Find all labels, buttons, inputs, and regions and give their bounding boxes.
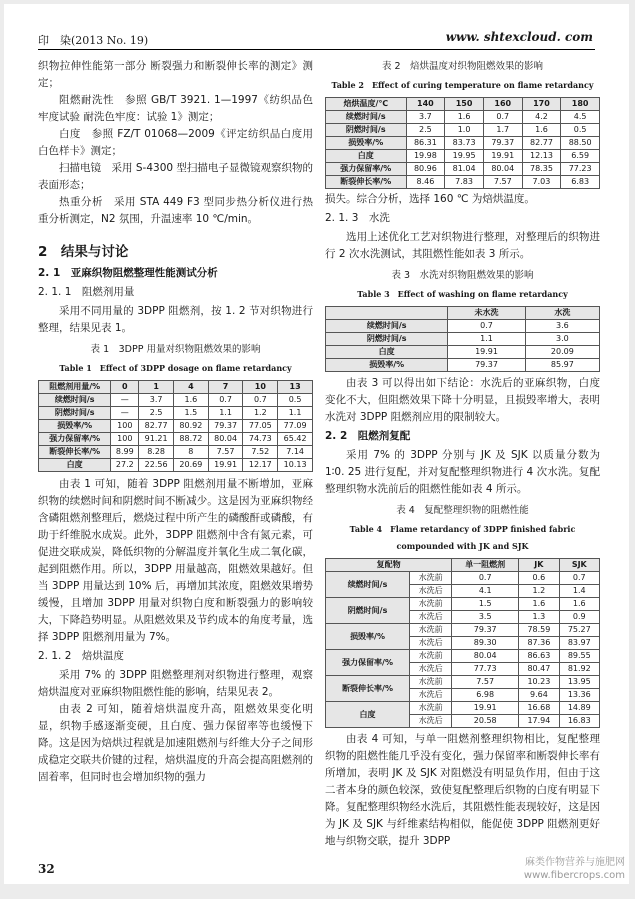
table-row	[326, 111, 600, 124]
table-cell: 100	[111, 420, 139, 433]
table-row	[326, 163, 600, 176]
table-cell: 7.52	[243, 446, 278, 459]
table-3	[325, 306, 600, 372]
section-heading: 2 结果与讨论	[38, 244, 129, 260]
table-cell: 3.7	[139, 394, 174, 407]
table-cell: 1.4	[559, 585, 599, 598]
table-subrow-header: 水洗后	[410, 585, 452, 598]
table-cell: 8.46	[406, 176, 445, 189]
table-row-header: 白度	[326, 150, 407, 163]
table-cell: 2.5	[406, 124, 445, 137]
table-subrow-header: 水洗前	[410, 572, 452, 585]
table-subrow-header: 水洗后	[410, 637, 452, 650]
table-cell: 0.7	[448, 320, 525, 333]
table-cell: 88.72	[173, 433, 208, 446]
table-cell: 19.95	[445, 150, 484, 163]
table-cell: 10.13	[278, 459, 313, 472]
subsection-heading: 2. 1 亚麻织物阻燃整理性能测试分析	[38, 267, 218, 279]
table-cell: 89.55	[559, 650, 599, 663]
table-cell: 16.83	[559, 715, 599, 728]
table-row-header: 损毁率/%	[326, 359, 448, 372]
table-row	[326, 572, 600, 585]
table-cell: 86.31	[406, 137, 445, 150]
table-cell: 6.98	[452, 689, 519, 702]
table-cell: 78.35	[522, 163, 561, 176]
table-cell: 8.28	[139, 446, 174, 459]
table-cell: 89.30	[452, 637, 519, 650]
journal-page	[4, 4, 629, 884]
table-cell: 0.5	[278, 394, 313, 407]
table-cell: 0.7	[208, 394, 243, 407]
table-cell: 7.03	[522, 176, 561, 189]
table-row	[326, 702, 600, 715]
table-row-header: 白度	[326, 346, 448, 359]
table-cell: 1.6	[445, 111, 484, 124]
table-header-cell: JK	[519, 559, 559, 572]
table-row-header: 强力保留率/%	[326, 163, 407, 176]
table-cell: 0.9	[559, 611, 599, 624]
table-cell: 77.73	[452, 663, 519, 676]
table-cell: 100	[111, 433, 139, 446]
paragraph: 采用不同用量的 3DPP 阻燃剂，按 1. 2 节对织物进行整理，结果见表 1。	[38, 305, 313, 334]
table-cell: 79.37	[448, 359, 525, 372]
table-cell: 8.99	[111, 446, 139, 459]
table-cell: 1.7	[483, 124, 522, 137]
table-header-cell: 7	[208, 381, 243, 394]
table-row-header: 强力保留率/%	[39, 433, 111, 446]
table-cell: 17.94	[519, 715, 559, 728]
table-row-header: 断裂伸长率/%	[326, 176, 407, 189]
table-cell: 7.57	[483, 176, 522, 189]
table-cell: —	[111, 394, 139, 407]
watermark-line: www.fibercrops.com	[523, 870, 625, 881]
paragraph: 由表 4 可知，与单一阻燃剂整理织物相比，复配整理织物的阻燃性能几乎没有变化，强力保留率和断裂伸长率有所增加，表明 JK 及 SJK 对阻燃没有明显负作用，但由于这二者本身的颜色较深，致使复配整理后织物的白度有明显下降。复配整理织物经水洗后，其阻燃性能表现较好，这是因为 JK 及 SJK 与纤维素结构相似，能促使 3DPP 阻燃剂更好地与织物交联，提升 3DPP	[325, 733, 600, 847]
table-cell: 82.77	[139, 420, 174, 433]
paragraph: 选用上述优化工艺对织物进行整理，对整理后的织物进行 2 次水洗测试，其阻燃性能如表 3 所示。	[325, 231, 600, 260]
table-header-cell: 4	[173, 381, 208, 394]
table-caption-cn: 表 3 水洗对织物阻燃效果的影响	[391, 270, 534, 281]
table-cell: 82.77	[522, 137, 561, 150]
table-cell: 20.09	[525, 346, 599, 359]
table-cell: 1.0	[445, 124, 484, 137]
table-cell: 7.14	[278, 446, 313, 459]
table-row-header: 续燃时间/s	[326, 572, 410, 598]
table-row	[39, 459, 313, 472]
table-row-header: 损毁率/%	[326, 137, 407, 150]
table-cell: 83.73	[445, 137, 484, 150]
table-header-cell: 复配物	[326, 559, 452, 572]
table-1	[38, 380, 313, 472]
table-row	[326, 333, 600, 346]
table-cell: 13.36	[559, 689, 599, 702]
table-row-header: 损毁率/%	[39, 420, 111, 433]
table-cell: 20.69	[173, 459, 208, 472]
table-header-cell: 单一阻燃剂	[452, 559, 519, 572]
table-cell: 1.5	[173, 407, 208, 420]
table-row	[326, 650, 600, 663]
table-cell: 81.04	[445, 163, 484, 176]
table-cell: 12.13	[522, 150, 561, 163]
table-cell: 80.96	[406, 163, 445, 176]
table-row-header: 续燃时间/s	[326, 320, 448, 333]
table-cell: 7.57	[208, 446, 243, 459]
paragraph: 扫描电镜 采用 S-4300 型扫描电子显微镜观察织物的表面形态；	[38, 162, 313, 191]
table-subrow-header: 水洗前	[410, 676, 452, 689]
table-row	[326, 624, 600, 637]
table-cell: 14.89	[559, 702, 599, 715]
table-subrow-header: 水洗后	[410, 715, 452, 728]
table-cell: 83.97	[559, 637, 599, 650]
table-cell: 88.50	[561, 137, 600, 150]
table-caption-cn: 表 4 复配整理织物的阻燃性能	[396, 505, 529, 516]
table-cell: 19.91	[448, 346, 525, 359]
table-row	[39, 407, 313, 420]
table-cell: 1.6	[559, 598, 599, 611]
table-row-header: 断裂伸长率/%	[39, 446, 111, 459]
table-caption-en: Table 3 Effect of washing on flame retardancy	[357, 289, 568, 299]
table-cell: 8	[173, 446, 208, 459]
table-cell: 85.97	[525, 359, 599, 372]
table-cell: 1.6	[519, 598, 559, 611]
watermark	[524, 856, 625, 882]
table-cell: 9.64	[519, 689, 559, 702]
table-row-header: 阴燃时间/s	[326, 333, 448, 346]
table-cell: —	[111, 407, 139, 420]
table-subrow-header: 水洗后	[410, 611, 452, 624]
table-row	[39, 446, 313, 459]
table-caption-en: Table 2 Effect of curing temperature on flame retardancy	[331, 80, 594, 90]
subsubsection-heading: 2. 1. 2 焙烘温度	[38, 650, 124, 662]
table-cell: 91.21	[139, 433, 174, 446]
table-cell: 19.98	[406, 150, 445, 163]
table-cell: 0.7	[452, 572, 519, 585]
table-cell: 1.6	[173, 394, 208, 407]
table-2	[325, 97, 600, 189]
table-subrow-header: 水洗前	[410, 598, 452, 611]
table-cell: 7.83	[445, 176, 484, 189]
table-header-cell: SJK	[559, 559, 599, 572]
paragraph: 阻燃耐洗性 参照 GB/T 3921. 1—1997《纺织品色牢度试验 耐洗色牢度：试验 1》测定；	[38, 94, 313, 123]
right-column	[325, 58, 600, 850]
table-cell: 3.0	[525, 333, 599, 346]
table-cell: 87.36	[519, 637, 559, 650]
table-cell: 1.1	[208, 407, 243, 420]
table-row	[326, 320, 600, 333]
table-cell: 77.09	[278, 420, 313, 433]
table-cell: 6.59	[561, 150, 600, 163]
table-cell: 3.6	[525, 320, 599, 333]
table-row-header: 阴燃时间/s	[326, 598, 410, 624]
left-column	[38, 58, 313, 786]
table-cell: 81.92	[559, 663, 599, 676]
table-header-cell: 150	[445, 98, 484, 111]
table-header-row	[326, 307, 600, 320]
table-row	[326, 176, 600, 189]
table-cell: 22.56	[139, 459, 174, 472]
table-row	[39, 420, 313, 433]
table-row-header: 白度	[326, 702, 410, 728]
paragraph: 由表 2 可知，随着焙烘温度升高，阻燃效果变化明显，织物手感逐渐变硬，且白度、强力保留率等也缓慢下降。这是因为焙烘过程就是加速阻燃剂与纤维大分子之间形成稳定交联共价键的过程，焙烘温度的升高会提高阻燃剂的固着率，但同时也会增加织物的强力	[38, 703, 313, 783]
table-cell: 0.6	[519, 572, 559, 585]
table-header-row	[39, 381, 313, 394]
table-subrow-header: 水洗前	[410, 702, 452, 715]
table-row-header: 断裂伸长率/%	[326, 676, 410, 702]
paragraph: 采用 7% 的 3DPP 阻燃整理剂对织物进行整理，观察焙烘温度对亚麻织物阻燃性能的影响，结果见表 2。	[38, 669, 313, 698]
table-cell: 80.04	[483, 163, 522, 176]
table-cell: 12.17	[243, 459, 278, 472]
table-row-header: 阴燃时间/s	[326, 124, 407, 137]
table-cell: 4.2	[522, 111, 561, 124]
table-row	[326, 124, 600, 137]
table-cell: 19.91	[208, 459, 243, 472]
table-row	[326, 346, 600, 359]
table-header-cell: 13	[278, 381, 313, 394]
table-header-cell: 170	[522, 98, 561, 111]
table-row-header: 强力保留率/%	[326, 650, 410, 676]
table-cell: 6.83	[561, 176, 600, 189]
table-caption-cn: 表 1 3DPP 用量对织物阻燃效果的影响	[90, 344, 261, 355]
table-cell: 20.58	[452, 715, 519, 728]
table-subrow-header: 水洗前	[410, 650, 452, 663]
table-caption-cn: 表 2 焙烘温度对织物阻燃效果的影响	[381, 61, 544, 72]
table-row	[39, 394, 313, 407]
table-cell: 1.6	[522, 124, 561, 137]
table-row-header: 续燃时间/s	[326, 111, 407, 124]
table-header-row	[326, 98, 600, 111]
table-row-header: 损毁率/%	[326, 624, 410, 650]
table-row-header: 白度	[39, 459, 111, 472]
table-row-header: 续燃时间/s	[39, 394, 111, 407]
paragraph: 损失。综合分析，选择 160 ℃ 为焙烘温度。	[325, 193, 535, 205]
subsection-heading: 2. 2 阻燃剂复配	[325, 430, 411, 442]
table-cell: 1.2	[243, 407, 278, 420]
table-cell: 10.23	[519, 676, 559, 689]
table-cell: 3.7	[406, 111, 445, 124]
table-cell: 19.91	[483, 150, 522, 163]
subsubsection-heading: 2. 1. 3 水洗	[325, 212, 390, 224]
table-header-cell: 10	[243, 381, 278, 394]
table-cell: 1.1	[448, 333, 525, 346]
subsubsection-heading: 2. 1. 1 阻燃剂用量	[38, 286, 135, 298]
paragraph: 热重分析 采用 STA 449 F3 型同步热分析仪进行热重分析测定，N2 氛围，升温速率 10 ℃/min。	[38, 196, 313, 225]
table-cell: 3.5	[452, 611, 519, 624]
table-row	[326, 598, 600, 611]
paragraph: 白度 参照 FZ/T 01068—2009《评定纺织品白度用白色样卡》测定；	[38, 128, 313, 157]
table-header-cell: 水洗	[525, 307, 599, 320]
table-cell: 0.7	[243, 394, 278, 407]
table-header-cell: 阻燃剂用量/%	[39, 381, 111, 394]
table-row	[39, 433, 313, 446]
header-rule	[38, 49, 595, 50]
table-cell: 1.3	[519, 611, 559, 624]
table-cell: 27.2	[111, 459, 139, 472]
table-cell: 80.92	[173, 420, 208, 433]
table-cell: 0.5	[561, 124, 600, 137]
table-cell: 77.05	[243, 420, 278, 433]
watermark-line: 麻类作物营养与施肥网	[525, 857, 625, 868]
table-cell: 79.37	[483, 137, 522, 150]
table-cell: 80.04	[452, 650, 519, 663]
table-cell: 13.95	[559, 676, 599, 689]
table-subrow-header: 水洗后	[410, 689, 452, 702]
table-header-cell: 未水洗	[448, 307, 525, 320]
table-cell: 75.27	[559, 624, 599, 637]
table-cell: 4.1	[452, 585, 519, 598]
table-cell: 77.23	[561, 163, 600, 176]
table-header-row	[326, 559, 600, 572]
table-row-header: 阴燃时间/s	[39, 407, 111, 420]
table-cell: 79.37	[452, 624, 519, 637]
paragraph: 织物拉伸性能第一部分 断裂强力和断裂伸长率的测定》测定；	[38, 60, 313, 89]
table-subrow-header: 水洗后	[410, 663, 452, 676]
table-caption-en: Table 4 Flame retardancy of 3DPP finished fabric compounded with JK and SJK	[349, 524, 576, 551]
table-header-cell: 1	[139, 381, 174, 394]
table-header-cell: 180	[561, 98, 600, 111]
table-cell: 19.91	[452, 702, 519, 715]
table-cell: 0.7	[483, 111, 522, 124]
table-cell: 80.47	[519, 663, 559, 676]
table-cell: 1.5	[452, 598, 519, 611]
paragraph: 采用 7% 的 3DPP 分别与 JK 及 SJK 以质量分数为 1∶0. 25 进行复配，并对复配整理织物进行 4 次水洗。复配整理织物水洗前后的阻燃性能如表 4 所示。	[325, 449, 600, 495]
table-cell: 74.73	[243, 433, 278, 446]
table-row	[326, 676, 600, 689]
table-row	[326, 150, 600, 163]
table-row	[326, 359, 600, 372]
table-cell: 0.7	[559, 572, 599, 585]
table-cell: 86.63	[519, 650, 559, 663]
table-cell: 65.42	[278, 433, 313, 446]
paragraph: 由表 3 可以得出如下结论：水洗后的亚麻织物，白度变化不大，但阻燃效果下降十分明显，且损毁率增大，表明水洗对 3DPP 阻燃剂应用的限制较大。	[325, 377, 600, 423]
table-header-cell: 160	[483, 98, 522, 111]
table-caption-en: Table 1 Effect of 3DPP dosage on flame retardancy	[59, 363, 292, 373]
journal-website[interactable]: www. shtexcloud. com	[445, 30, 593, 44]
table-cell: 1.2	[519, 585, 559, 598]
table-cell: 80.04	[208, 433, 243, 446]
table-cell: 1.1	[278, 407, 313, 420]
table-header-cell: 140	[406, 98, 445, 111]
journal-header: 印 染(2013 No. 19)	[38, 34, 149, 47]
table-header-cell: 焙烘温度/℃	[326, 98, 407, 111]
table-4	[325, 558, 600, 728]
table-header-cell: 0	[111, 381, 139, 394]
table-cell: 78.59	[519, 624, 559, 637]
table-cell: 16.68	[519, 702, 559, 715]
table-cell: 7.57	[452, 676, 519, 689]
table-subrow-header: 水洗前	[410, 624, 452, 637]
paragraph: 由表 1 可知，随着 3DPP 阻燃剂用量不断增加，亚麻织物的续燃时间和阴燃时间不断减少。这是因为亚麻织物经含磷阻燃剂整理后，燃烧过程中所产生的磷酸酐或磷酸，有助于纤维脱水成炭。此外，3DPP 阻燃剂中含有氮元素，可促进交联成炭，降低织物的分解温度并氧化生成二氧化碳，起到阻燃作用。所以，3DPP 用量越高，阻燃效果越好。但当 3DPP 用量达到 10% 后，再增加其浓度，阻燃效果增势缓慢，且增加 3DPP 用量对织物白度和断裂强力的影响较大，下降趋势明显。从阻燃效果及节约成本的角度考量，选择 3DPP 阻燃剂用量为 7%。	[38, 478, 313, 643]
table-cell: 4.5	[561, 111, 600, 124]
table-header-cell	[326, 307, 448, 320]
table-cell: 2.5	[139, 407, 174, 420]
table-row	[326, 137, 600, 150]
page-number: 32	[38, 862, 55, 876]
table-cell: 79.37	[208, 420, 243, 433]
